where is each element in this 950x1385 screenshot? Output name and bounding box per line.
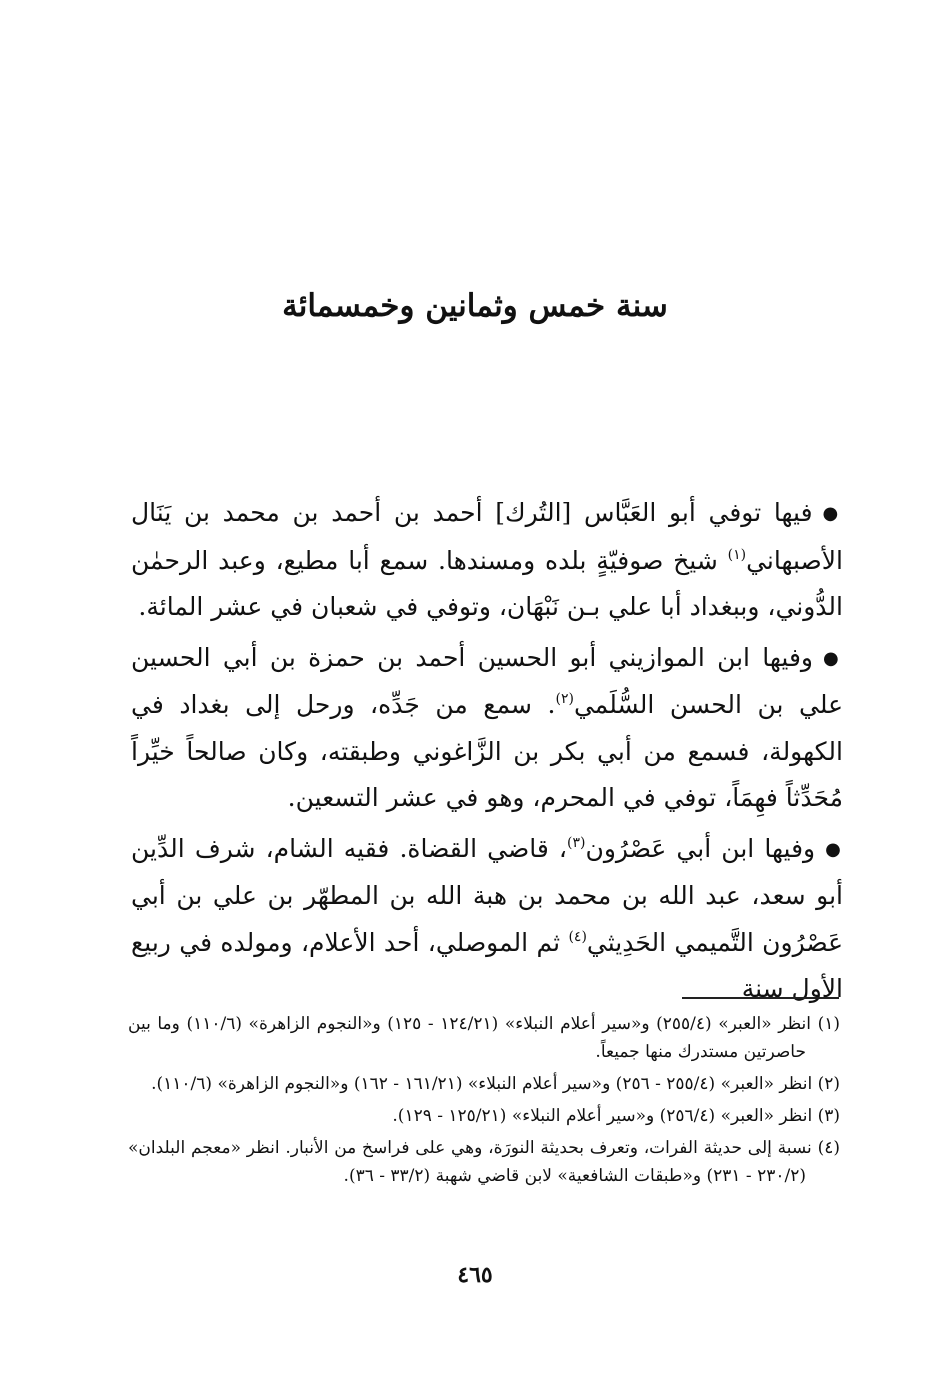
entry-1-text-a: فيها توفي أبو العَبَّاس [التُرك] أحمد بن أحمد بن محمد بن يَنَال الأصبهاني [131, 498, 843, 575]
footnote-ref-4[interactable]: (٤) [568, 928, 587, 945]
bullet-icon: ● [822, 503, 843, 524]
bullet-icon: ● [822, 647, 843, 669]
footnote-divider [682, 997, 839, 999]
entry-3 [131, 826, 843, 1013]
footnote-ref-3[interactable]: (٣) [567, 834, 586, 851]
entry-3-text-b: ، قاضي القضاة. فقيه الشام، شرف الدِّين أبو سعد، عبد الله بن محمد بن هبة الله بن المطهّر بن علي بن أبي عَصْرُون التَّميمي الحَدِيثي [131, 833, 843, 957]
page-number: ٤٦٥ [457, 1262, 493, 1288]
entry-2-text-b: . سمع من جَدِّه، ورحل إلى بغداد في الكهولة، فسمع من أبي بكر بن الزَّاغوني وطبقته، وكان صالحاً خيِّراً مُحَدِّثاً فهِمَاً، توفي في المحرم، وهو في عشر التسعين. [131, 690, 843, 812]
footnote-4: (٤) نسبة إلى حديثة الفرات، وتعرف بحديثة النورَة، وهي على فراسخ من الأنبار. انظر «معجم البلدان» (٢٣٠/٢ - ٢٣١) و«طبقات الشافعية» لابن قاضي شهبة (٣٣/٢ - ٣٦). [128, 1138, 840, 1186]
footnotes [128, 1010, 840, 1194]
entry-2-text-a: وفيها ابن الموازيني أبو الحسين أحمد بن حمزة بن أبي الحسين علي بن الحسن السُّلَمي [131, 642, 844, 719]
bullet-icon: ● [825, 838, 843, 860]
entry-1 [131, 490, 843, 631]
chapter-title: سنة خمس وثمانين وخمسمائة [282, 288, 668, 324]
entry-3-text-c: ثم الموصلي، أحد الأعلام، ومولده في ربيع الأول سنة [131, 927, 843, 1003]
entry-3-text-a: وفيها ابن أبي عَصْرُون [585, 833, 816, 863]
footnote-2: (٢) انظر «العبر» (٢٥٥/٤ - ٢٥٦) و«سير أعلام النبلاء» (١٦١/٢١ - ١٦٢) و«النجوم الزاهرة» (١١٠/٦). [151, 1074, 840, 1094]
footnote-3: (٣) انظر «العبر» (٢٥٦/٤) و«سير أعلام النبلاء» (١٢٥/٢١ - ١٢٩). [392, 1106, 840, 1126]
footnote-ref-1[interactable]: (١) [727, 546, 747, 563]
entry-2 [131, 635, 843, 822]
footnote-1: (١) انظر «العبر» (٢٥٥/٤) و«سير أعلام النبلاء» (١٢٤/٢١ - ١٢٥) و«النجوم الزاهرة» (١١٠/٦) وما بين حاصرتين مستدرك منها جميعاً. [128, 1014, 840, 1062]
entry-1-text-b: شيخ صوفيّةٍ بلده ومسندها. سمع أبا مطيع، وعبد الرحمٰن الدُّوني، وببغداد أبا علي بـن نَبْهَان، وتوفي في شعبان في عشر المائة. [131, 545, 843, 621]
footnote-ref-2[interactable]: (٢) [555, 691, 574, 707]
main-text [131, 490, 843, 1017]
